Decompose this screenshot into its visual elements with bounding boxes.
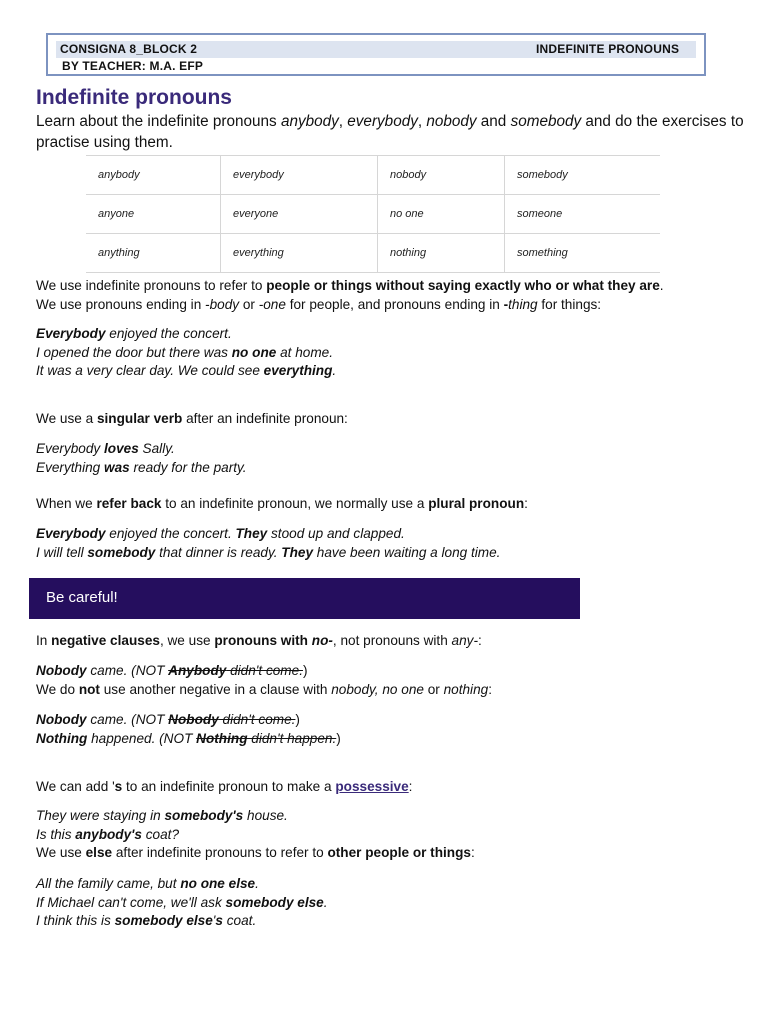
table-row <box>86 195 660 234</box>
possessive-rule: We can add 's to an indefinite pronoun to make a possessive: <box>36 779 413 794</box>
example-block-3: Everybody enjoyed the concert. They stood up and clapped. I will tell somebody that dinner is ready. They have been waiting a long time. <box>36 526 501 560</box>
plural-pronoun-rule: When we refer back to an indefinite pronoun, we normally use a plural pronoun: <box>36 496 528 511</box>
teacher-label: BY TEACHER: M.A. EFP <box>62 59 204 73</box>
table-cell: everything <box>221 234 378 273</box>
example-block-5: Nobody came. (NOT Nobody didn't come.) Nothing happened. (NOT Nothing didn't happen.) <box>36 712 341 746</box>
table-cell: everybody <box>221 156 378 195</box>
table-cell: anyone <box>86 195 221 234</box>
possessive-link[interactable]: possessive <box>335 779 409 794</box>
table-cell: nothing <box>378 234 505 273</box>
pronoun-table <box>86 155 660 273</box>
table-cell: something <box>505 234 661 273</box>
usage-paragraph: We use indefinite pronouns to refer to people or things without saying exactly who or what they are. We use pronouns ending in -body or -one for people, and pronouns ending in -thing for things: <box>36 278 664 312</box>
table-row <box>86 156 660 195</box>
header-box <box>46 33 706 76</box>
negative-clause-rule: In negative clauses, we use pronouns with no-, not pronouns with any-: <box>36 633 482 648</box>
table-cell: someone <box>505 195 661 234</box>
banner-label: Be careful! <box>46 589 118 606</box>
table-cell: anybody <box>86 156 221 195</box>
page-title: Indefinite pronouns <box>36 86 232 109</box>
table-row <box>86 234 660 273</box>
topic-label: INDEFINITE PRONOUNS <box>536 42 680 56</box>
example-block-1: Everybody enjoyed the concert. I opened the door but there was no one at home. It was a very clear day. We could see everything. <box>36 326 337 378</box>
be-careful-banner <box>29 578 580 619</box>
table-cell: nobody <box>378 156 505 195</box>
table-cell: anything <box>86 234 221 273</box>
example-block-2: Everybody loves Sally. Everything was ready for the party. <box>36 441 247 475</box>
singular-verb-rule: We use a singular verb after an indefinite pronoun: <box>36 411 348 426</box>
table-cell: no one <box>378 195 505 234</box>
example-block-7: All the family came, but no one else. If Michael can't come, we'll ask somebody else. I think this is somebody else's coat. <box>36 876 328 928</box>
course-label: CONSIGNA 8_BLOCK 2 <box>60 42 198 56</box>
table-cell: everyone <box>221 195 378 234</box>
table-cell: somebody <box>505 156 661 195</box>
example-block-4: Nobody came. (NOT Anybody didn't come.) We do not use another negative in a clause with nobody, no one or nothing: <box>36 663 492 697</box>
intro-paragraph: Learn about the indefinite pronouns anybody, everybody, nobody and somebody and do the exercises to practise using them. <box>36 113 744 151</box>
example-block-6: They were staying in somebody's house. Is this anybody's coat? We use else after indefinite pronouns to refer to other people or things: <box>36 808 475 860</box>
